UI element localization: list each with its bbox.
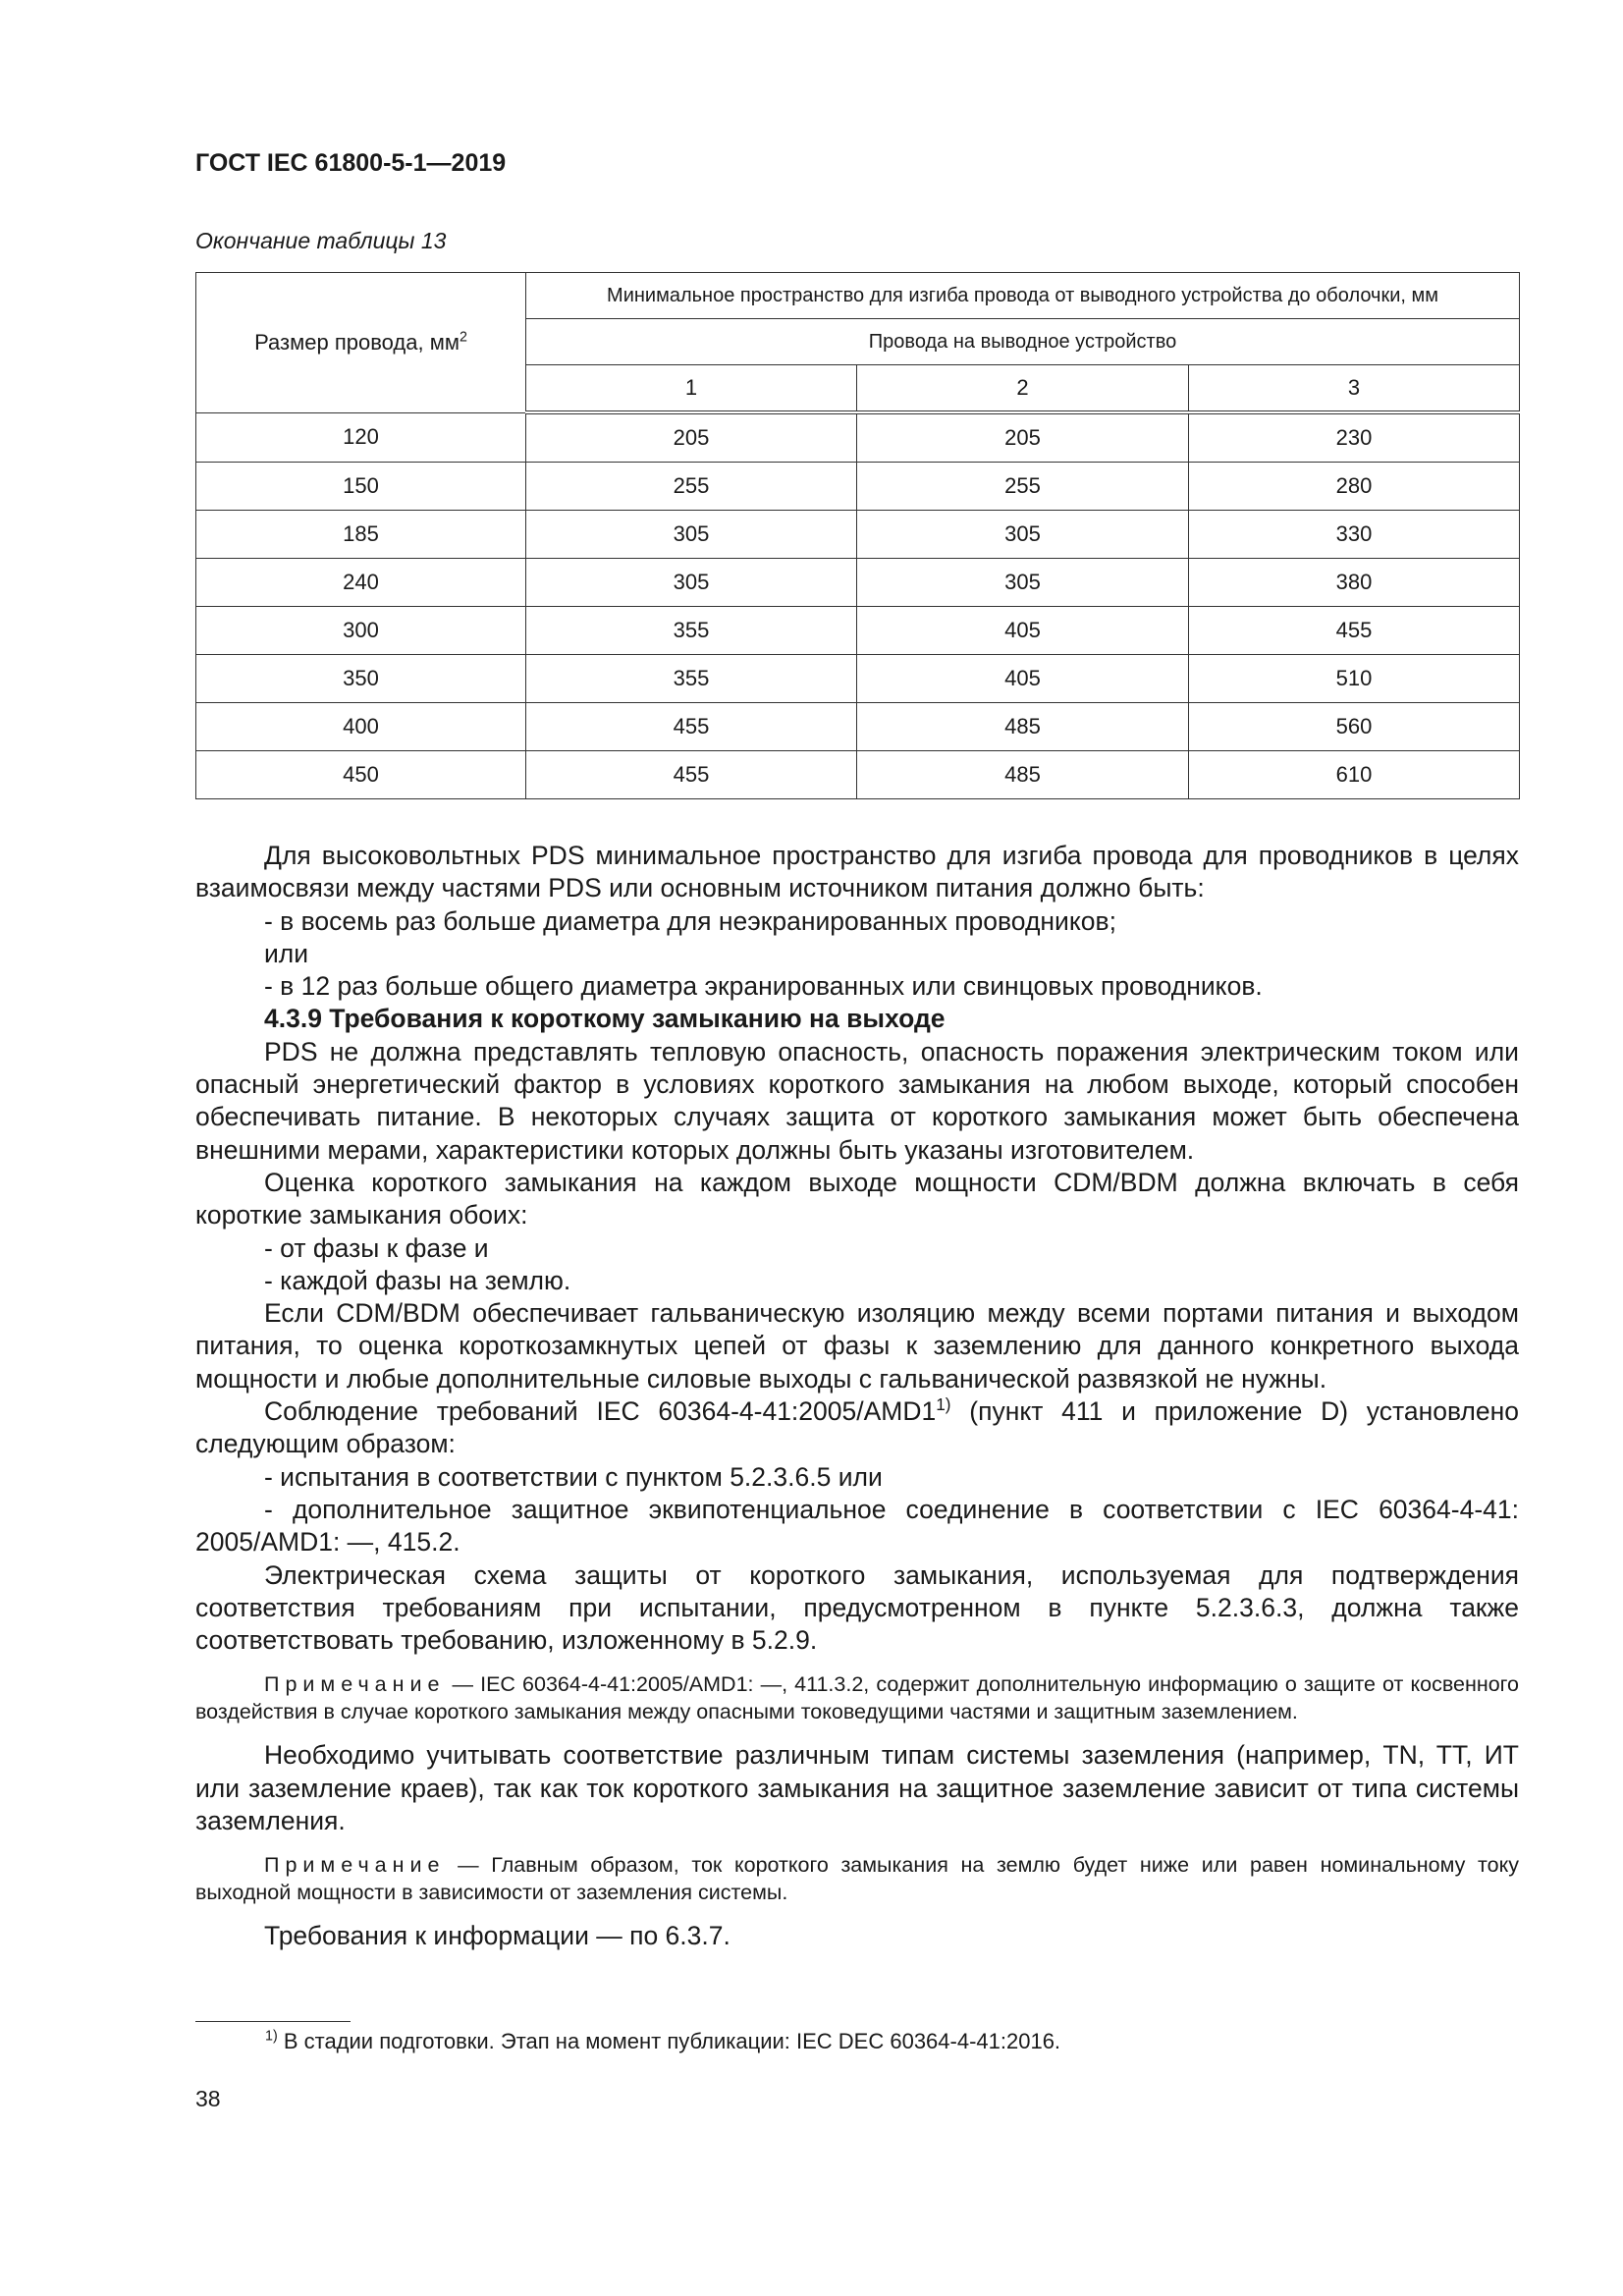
table-cell: 120 xyxy=(196,412,526,463)
table-row xyxy=(196,607,1520,655)
table-cell: 455 xyxy=(526,751,857,799)
table-cell: 510 xyxy=(1189,655,1520,703)
table-cell: 305 xyxy=(857,559,1189,607)
note-label: Примечание xyxy=(264,1853,446,1878)
table-cell: 150 xyxy=(196,463,526,511)
paragraph: Необходимо учитывать соответствие различным типам системы заземления (например, TN, TT, ИТ или заземление краев), так как ток короткого замыкания на защитное заземление зависит от типа системы заземления. xyxy=(195,1740,1519,1836)
table-cell: 300 xyxy=(196,607,526,655)
table-cell: 450 xyxy=(196,751,526,799)
paragraph: Электрическая схема защиты от короткого замыкания, используемая для подтверждения соответствия требованиям при испытании, предусмотренном в пункте 5.2.3.6.3, должна также соответствовать требованию, изложенному в 5.2.9. xyxy=(195,1559,1519,1656)
table-cell: 255 xyxy=(526,463,857,511)
paragraph: Требования к информации — по 6.3.7. xyxy=(264,1921,730,1951)
table-cell: 455 xyxy=(1189,607,1520,655)
table-cell: 230 xyxy=(1189,412,1520,463)
table-cell: 485 xyxy=(857,751,1189,799)
table-cell: 305 xyxy=(526,511,857,559)
header-col-3: 3 xyxy=(1189,365,1520,413)
note: Примечание — Главным образом, ток короткого замыкания на землю будет ниже или равен номинальному току выходной мощности в зависимости от заземления системы. xyxy=(195,1853,1519,1905)
table-cell: 255 xyxy=(857,463,1189,511)
table-cell: 380 xyxy=(1189,559,1520,607)
list-item: - в восемь раз больше диаметра для неэкранированных проводников; xyxy=(264,905,1116,936)
section-heading: 4.3.9 Требования к короткому замыканию на выходе xyxy=(264,1004,946,1034)
table-cell: 350 xyxy=(196,655,526,703)
table-cell: 305 xyxy=(857,511,1189,559)
table-row xyxy=(196,511,1520,559)
table-row xyxy=(196,655,1520,703)
document-header: ГОСТ IEC 61800-5-1—2019 xyxy=(195,149,507,177)
table-row xyxy=(196,703,1520,751)
table-cell: 240 xyxy=(196,559,526,607)
table-cell: 205 xyxy=(526,412,857,463)
list-item: - испытания в соответствии с пунктом 5.2.3.6.5 или xyxy=(264,1461,883,1492)
paragraph: PDS не должна представлять тепловую опасность, опасность поражения электрическим током или опасный энергетический фактор в условиях короткого замыкания на любом выходе, который способен обеспечивать питание. В некоторых случаях защита от короткого замыкания может быть обеспечена внешними мерами, характеристики которых должны быть указаны изготовителем. xyxy=(195,1036,1519,1165)
footnote-ref: 1) xyxy=(936,1394,951,1415)
list-item: - от фазы к фазе и xyxy=(264,1232,489,1263)
table-body xyxy=(196,412,1520,799)
body-text xyxy=(195,840,1519,1953)
table-cell: 610 xyxy=(1189,751,1520,799)
paragraph: Если CDM/BDM обеспечивает гальваническую изоляцию между всеми портами питания и выходом питания, то оценка короткозамкнутых цепей от фазы к заземлению для данного конкретного выхода мощности и любые дополнительные силовые выходы с гальванической развязкой не нужны. xyxy=(195,1298,1519,1394)
wire-bending-space-table xyxy=(195,272,1520,799)
table-cell: 405 xyxy=(857,607,1189,655)
page-number: 38 xyxy=(195,2086,221,2111)
table-cell: 485 xyxy=(857,703,1189,751)
list-connector: или xyxy=(264,938,309,968)
table-caption: Окончание таблицы 13 xyxy=(195,228,447,253)
table-cell: 330 xyxy=(1189,511,1520,559)
note-label: Примечание xyxy=(264,1672,446,1697)
table-cell: 405 xyxy=(857,655,1189,703)
header-col-1: 1 xyxy=(526,365,857,413)
header-min-bending-space: Минимальное пространство для изгиба провода от выводного устройства до оболочки, мм xyxy=(526,273,1520,319)
list-item: - дополнительное защитное эквипотенциальное соединение в соответствии с IEC 60364-4-41: 2005/AMD1: —, 415.2. xyxy=(195,1494,1519,1558)
header-wire-size: Размер провода, $мм^2$ xyxy=(196,273,526,413)
header-wires-per-terminal: Провода на выводное устройство xyxy=(526,319,1520,365)
table-row xyxy=(196,559,1520,607)
table-cell: 355 xyxy=(526,607,857,655)
paragraph: Соблюдение требований IEC 60364-4-41:2005/AMD1$^{1)}$ (пункт 411 и приложение D) установлено следующим образом: xyxy=(195,1394,1519,1459)
header-col-2: 2 xyxy=(857,365,1189,413)
table-cell: 280 xyxy=(1189,463,1520,511)
table-cell: 185 xyxy=(196,511,526,559)
note: Примечание — IEC 60364-4-41:2005/AMD1: —, 411.3.2, содержит дополнительную информацию о защите от косвенного воздействия в случае короткого замыкания между опасными токоведущими частями и защитным заземлением. xyxy=(195,1672,1519,1724)
table-cell: 305 xyxy=(526,559,857,607)
table-cell: 455 xyxy=(526,703,857,751)
table-row xyxy=(196,463,1520,511)
footnote: $^{1)}$ В стадии подготовки. Этап на момент публикации: IEC DEC 60364-4-41:2016. xyxy=(265,2028,1061,2053)
table-cell: 400 xyxy=(196,703,526,751)
table-cell: 560 xyxy=(1189,703,1520,751)
table-row xyxy=(196,412,1520,463)
table-cell: 355 xyxy=(526,655,857,703)
table-cell: 205 xyxy=(857,412,1189,463)
list-item: - в 12 раз больше общего диаметра экранированных или свинцовых проводников. xyxy=(264,971,1263,1002)
paragraph: Оценка короткого замыкания на каждом выходе мощности CDM/BDM должна включать в себя короткие замыкания обоих: xyxy=(195,1167,1519,1230)
footnote-divider xyxy=(195,2021,351,2022)
list-item: - каждой фазы на землю. xyxy=(264,1265,571,1295)
paragraph: Для высоковольтных PDS минимальное пространство для изгиба провода для проводников в целях взаимосвязи между частями PDS или основным источником питания должно быть: xyxy=(195,841,1519,903)
table-row xyxy=(196,751,1520,799)
